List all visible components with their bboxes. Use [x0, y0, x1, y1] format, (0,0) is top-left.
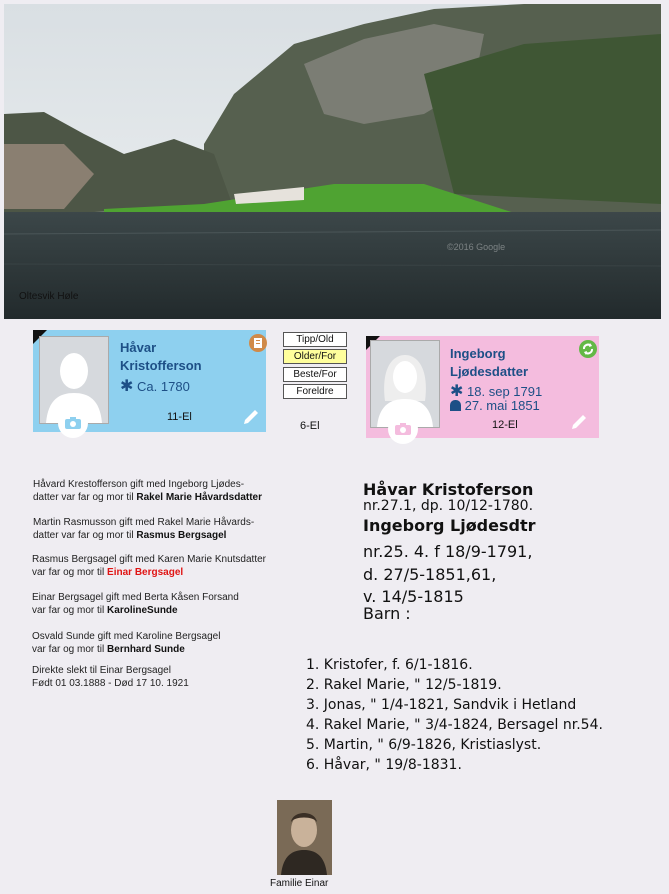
mother-card[interactable] — [366, 336, 599, 438]
edit-pencil-icon[interactable] — [569, 412, 589, 437]
father-first-name[interactable]: Håvar — [120, 340, 157, 355]
father-last-name[interactable]: Kristofferson — [120, 358, 202, 373]
record-line: d. 27/5-1851,61, — [363, 565, 497, 584]
birth-star-icon: ✱ — [450, 383, 464, 400]
list-item: 3. Jonas, " 1/4-1821, Sandvik i Hetland — [306, 697, 577, 713]
lineage-child-highlighted[interactable]: Einar Bergsagel — [107, 567, 184, 578]
refresh-icon[interactable] — [579, 340, 597, 358]
lineage-entry: Martin Rasmusson gift med Rakel Marie Håvards- datter var far og mor til Rasmus Bergsagel — [33, 517, 255, 541]
nav-button-tipp-old[interactable]: Tipp/Old — [283, 332, 347, 347]
list-item: 1. Kristofer, f. 6/1-1816. — [306, 657, 473, 673]
edit-pencil-icon[interactable] — [241, 407, 261, 432]
nav-button-foreldre[interactable]: Foreldre — [283, 384, 347, 399]
camera-icon[interactable] — [388, 414, 418, 444]
lineage-entry: Håvard Krestofferson gift med Ingeborg Ljødes- datter var far og mor til Rakel Marie Håvardsdatter — [33, 479, 262, 503]
lineage-child[interactable]: Rasmus Bergsagel — [136, 530, 227, 541]
center-id: 6-El — [300, 420, 320, 432]
direct-lineage-note: Direkte slekt til Einar Bergsagel Født 01 03.1888 - Død 17 10. 1921 — [32, 665, 189, 689]
record-name-father: Håvar Kristoferson — [363, 480, 534, 499]
nav-button-older-for[interactable]: Older/For — [283, 349, 347, 364]
father-birth-date: Ca. 1780 — [137, 379, 190, 394]
list-item: 4. Rakel Marie, " 3/4-1824, Bersagel nr.54. — [306, 717, 603, 733]
father-id: 11-El — [167, 411, 192, 423]
father-card[interactable] — [33, 330, 266, 432]
mother-birth-date: 18. sep 1791 — [467, 384, 543, 399]
birth-star-icon: ✱ — [120, 378, 134, 395]
portrait-caption: Familie Einar — [270, 878, 329, 889]
record-line: v. 14/5-1815 — [363, 587, 464, 606]
mother-id: 12-El — [492, 419, 518, 431]
camera-icon[interactable] — [58, 408, 88, 438]
location-caption: Oltesvik Høle — [19, 291, 79, 302]
record-father-sub: nr.27.1, dp. 10/12-1780. — [363, 498, 534, 514]
lineage-entry: Rasmus Bergsagel gift med Karen Marie Knutsdatter var far og mor til Einar Bergsagel — [32, 554, 266, 578]
nav-button-beste-for[interactable]: Beste/For — [283, 367, 347, 382]
lineage-child[interactable]: KarolineSunde — [107, 605, 178, 616]
list-item: 2. Rakel Marie, " 12/5-1819. — [306, 677, 502, 693]
landscape-photo — [4, 4, 661, 319]
father-birth — [120, 376, 190, 396]
lineage-child[interactable]: Rakel Marie Håvardsdatter — [136, 492, 262, 503]
list-item: 6. Håvar, " 19/8-1831. — [306, 757, 462, 773]
mother-death — [450, 398, 540, 413]
family-portrait[interactable] — [277, 800, 332, 875]
note-icon[interactable] — [249, 334, 267, 352]
gravestone-icon — [450, 400, 461, 411]
children-list — [306, 655, 603, 775]
mother-last-name[interactable]: Ljødesdatter — [450, 364, 529, 379]
lineage-child[interactable]: Bernhard Sunde — [107, 644, 185, 655]
mother-death-date: 27. mai 1851 — [464, 398, 540, 413]
list-item: 5. Martin, " 6/9-1826, Kristiaslyst. — [306, 737, 542, 753]
children-header: Barn : — [363, 604, 411, 623]
lineage-entry: Einar Bergsagel gift med Berta Kåsen Forsand var far og mor til KarolineSunde — [32, 592, 239, 616]
mother-first-name[interactable]: Ingeborg — [450, 346, 506, 361]
map-watermark: ©2016 Google — [447, 242, 506, 252]
lineage-entry: Osvald Sunde gift med Karoline Bergsagel var far og mor til Bernhard Sunde — [32, 631, 221, 655]
record-line: nr.25. 4. f 18/9-1791, — [363, 542, 533, 561]
record-name-mother: Ingeborg Ljødesdtr — [363, 516, 536, 535]
